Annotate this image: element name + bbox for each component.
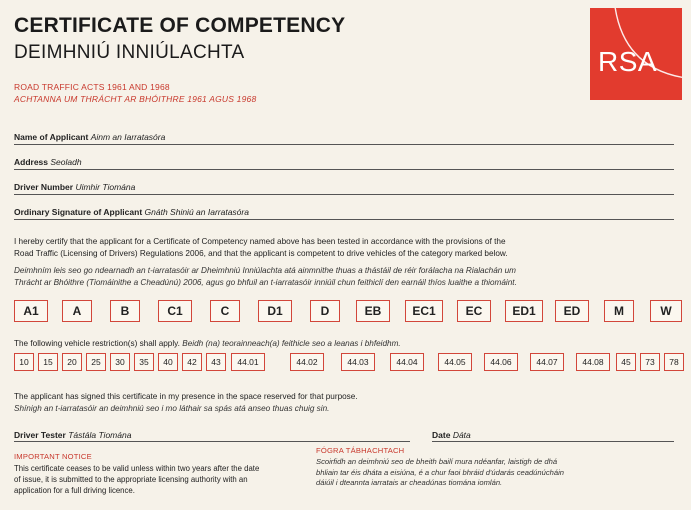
category-box-m[interactable]: M <box>604 300 634 322</box>
certify-english <box>14 236 682 260</box>
certify-irish <box>14 265 682 289</box>
category-box-ec1[interactable]: EC1 <box>405 300 443 322</box>
fogra-heading: FÓGRA TÁBHACHTACH <box>316 446 405 455</box>
restrictions-label-en: The following vehicle restriction(s) shall apply. <box>14 339 180 348</box>
restriction-code-15[interactable]: 15 <box>38 353 58 371</box>
important-notice-body <box>14 463 314 496</box>
category-box-eb[interactable]: EB <box>356 300 390 322</box>
fogra-line: Scoirfidh an deimhniú seo de bheith bailí mura ndéanfar, laistigh de dhá <box>316 457 558 466</box>
category-box-b[interactable]: B <box>110 300 140 322</box>
date-label <box>432 430 471 440</box>
address-line[interactable] <box>14 169 674 170</box>
signed-statement-en: The applicant has signed this certificate in my presence in the space reserved for that purpose. <box>14 392 358 401</box>
restriction-code-45[interactable]: 45 <box>616 353 636 371</box>
restriction-code-44-05[interactable]: 44.05 <box>438 353 472 371</box>
restriction-code-10[interactable]: 10 <box>14 353 34 371</box>
restriction-code-25[interactable]: 25 <box>86 353 106 371</box>
acts-irish: ACHTANNA UM THRÁCHT AR BHÓITHRE 1961 AGUS 1968 <box>14 94 257 104</box>
driver-number-line[interactable] <box>14 194 674 195</box>
driver-tester-label-en: Driver Tester <box>14 430 66 440</box>
restriction-code-73[interactable]: 73 <box>640 353 660 371</box>
notice-line: This certificate ceases to be valid unless within two years after the date <box>14 464 260 473</box>
driver-tester-line[interactable] <box>14 441 410 442</box>
restriction-code-40[interactable]: 40 <box>158 353 178 371</box>
field-label-en: Address <box>14 157 49 167</box>
date-label-ga: Dáta <box>452 430 471 440</box>
field-label-ga: Gnáth Shiniú an Iarratasóra <box>144 207 249 217</box>
signed-statement-ga: Shínigh an t-iarratasóir an deimhniú seo i mo láthair sa spás atá anseo thuas chuig sin. <box>14 404 330 413</box>
field-applicant-name <box>14 132 674 142</box>
restrictions-label-ga: Beidh (na) teorainneach(a) feithicle seo a leanas i bhfeidhm. <box>182 339 401 348</box>
field-label-en: Name of Applicant <box>14 132 89 142</box>
category-box-c1[interactable]: C1 <box>158 300 192 322</box>
restriction-code-44-03[interactable]: 44.03 <box>341 353 375 371</box>
restriction-code-44-08[interactable]: 44.08 <box>576 353 610 371</box>
restriction-code-44-06[interactable]: 44.06 <box>484 353 518 371</box>
restriction-code-44-04[interactable]: 44.04 <box>390 353 424 371</box>
field-label-en: Ordinary Signature of Applicant <box>14 207 143 217</box>
applicant-name-line[interactable] <box>14 144 674 145</box>
restriction-code-43[interactable]: 43 <box>206 353 226 371</box>
field-address <box>14 157 674 167</box>
category-box-c[interactable]: C <box>210 300 240 322</box>
restriction-code-78[interactable]: 78 <box>664 353 684 371</box>
certify-ga-line: Deimhním leis seo go ndearnadh an t-iarratasóir ar Dheimhniú Inniúlachta atá ainmnithe thuas a thástáil de réir forálacha na Rialachán um <box>14 266 516 275</box>
restriction-code-44-01[interactable]: 44.01 <box>231 353 265 371</box>
category-box-a[interactable]: A <box>62 300 92 322</box>
category-box-ed[interactable]: ED <box>555 300 589 322</box>
field-label-en: Driver Number <box>14 182 74 192</box>
rsa-logo-text: RSA <box>598 46 658 77</box>
driver-tester-label-ga: Tástála Tiomána <box>68 430 132 440</box>
category-box-d1[interactable]: D1 <box>258 300 292 322</box>
field-signature <box>14 207 674 217</box>
category-box-a1[interactable]: A1 <box>14 300 48 322</box>
field-driver-number <box>14 182 674 192</box>
certify-en-line: Road Traffic (Licensing of Drivers) Regulations 2006, and that the applicant is competent to drive vehicles of the category marked below. <box>14 249 508 258</box>
notice-line: of issue, it is submitted to the appropriate licensing authority with an <box>14 475 248 484</box>
category-box-d[interactable]: D <box>310 300 340 322</box>
field-label-ga: Seoladh <box>50 157 82 167</box>
date-label-en: Date <box>432 430 451 440</box>
restriction-code-44-07[interactable]: 44.07 <box>530 353 564 371</box>
date-line[interactable] <box>432 441 674 442</box>
certify-ga-line: Thrácht ar Bhóithre (Tiomáinithe a Cheadúnú) 2006, agus go bhfuil an t-iarratasóir inniúil chun feithiclí den earnáil thíos luaithe a thiomáint. <box>14 278 517 287</box>
acts-english: ROAD TRAFFIC ACTS 1961 AND 1968 <box>14 82 170 92</box>
title-english: CERTIFICATE OF COMPETENCY <box>14 14 346 37</box>
fogra-line: dáiúil i dteannta iarratais ar cheadúnas tiomána iomlán. <box>316 478 503 487</box>
restriction-code-35[interactable]: 35 <box>134 353 154 371</box>
notice-line: application for a full driving licence. <box>14 486 135 495</box>
fogra-body <box>316 457 606 489</box>
important-notice-heading: IMPORTANT NOTICE <box>14 452 92 461</box>
category-box-w[interactable]: W <box>650 300 682 322</box>
restriction-code-20[interactable]: 20 <box>62 353 82 371</box>
restriction-code-30[interactable]: 30 <box>110 353 130 371</box>
restriction-code-44-02[interactable]: 44.02 <box>290 353 324 371</box>
signature-line[interactable] <box>14 219 674 220</box>
restriction-code-42[interactable]: 42 <box>182 353 202 371</box>
title-irish: DEIMHNIÚ INNIÚLACHTA <box>14 42 245 63</box>
driver-tester-label <box>14 430 131 440</box>
category-box-ec[interactable]: EC <box>457 300 491 322</box>
category-box-ed1[interactable]: ED1 <box>505 300 543 322</box>
certify-en-line: I hereby certify that the applicant for a Certificate of Competency named above has been tested in accordance with the provisions of the <box>14 237 506 246</box>
field-label-ga: Uimhir Tiomána <box>75 182 136 192</box>
restrictions-label <box>14 339 401 348</box>
field-label-ga: Ainm an Iarratasóra <box>90 132 166 142</box>
rsa-logo <box>590 8 682 100</box>
fogra-line: bhliain tar éis dháta a eisiúna, é a chur faoi bhráid d'údarás ceadúnúcháin <box>316 467 564 477</box>
